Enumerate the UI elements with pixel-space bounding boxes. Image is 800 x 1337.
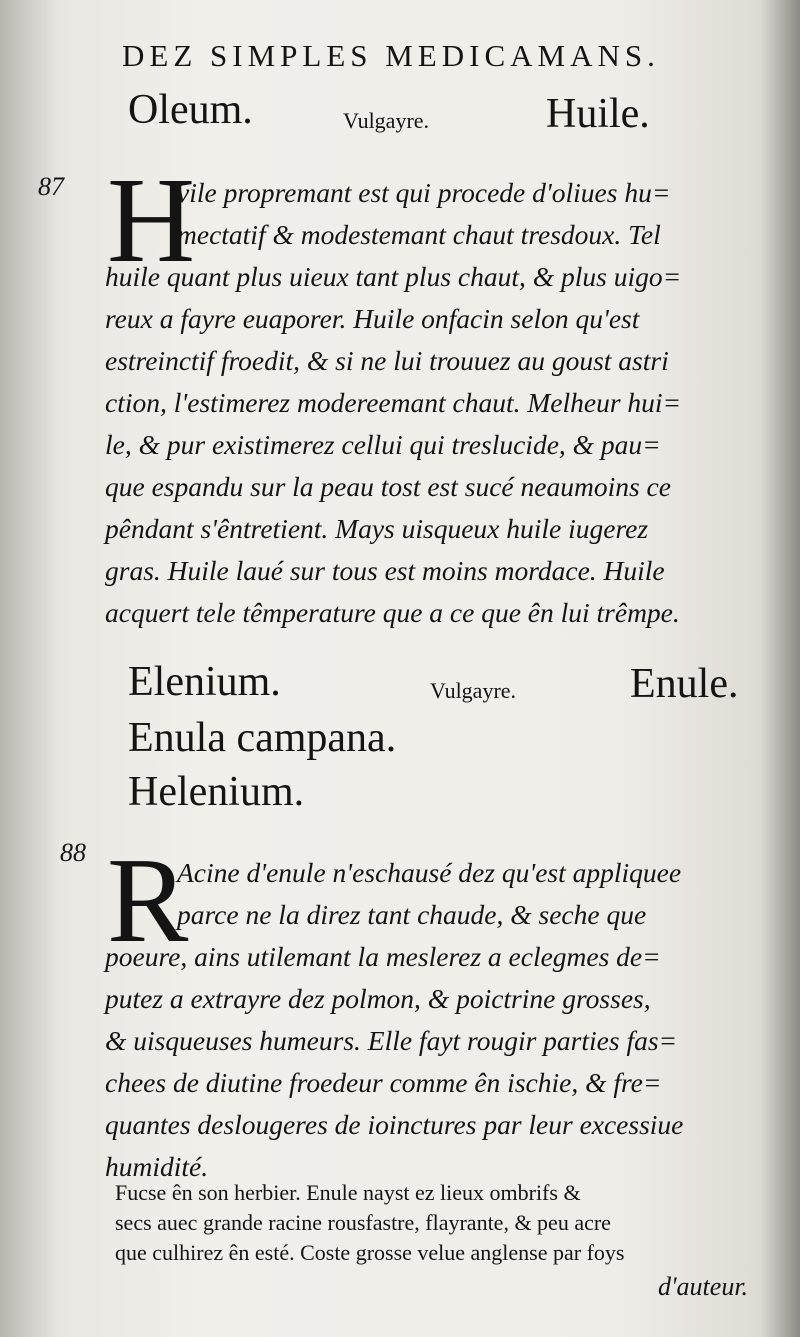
entry2-synonym: Enula campana. <box>128 715 397 761</box>
text-line: parce ne la direz tant chaude, & seche que <box>177 899 647 930</box>
entry1-latin-name: Oleum. <box>128 87 253 133</box>
entry2-number: 88 <box>60 838 86 867</box>
entry2-french-name: Enule. <box>630 661 739 707</box>
note-line: secs auec grande racine rousfastre, flayrante, & peu acre <box>115 1210 611 1235</box>
text-line: poeure, ains utilemant la meslerez a eclegmes de= <box>105 941 661 972</box>
text-line: mectatif & modestemant chaut tresdoux. Tel <box>177 219 661 250</box>
text-line: & uisqueuses humeurs. Elle fayt rougir parties fas= <box>105 1025 678 1056</box>
entry1-dropcap: H <box>107 153 196 288</box>
entry2-latin-name: Elenium. <box>128 659 281 705</box>
text-line: estreinctif froedit, & si ne lui trouuez au goust astri <box>105 345 669 376</box>
entry1-paragraph <box>105 172 681 634</box>
text-line: pêndant s'êntretient. Mays uisqueux huile iugerez <box>105 513 649 544</box>
entry2-paragraph <box>105 852 683 1188</box>
note-line: que culhirez ên esté. Coste grosse velue anglense par foys <box>115 1240 625 1265</box>
entry2-vulgar-label: Vulgayre. <box>430 678 517 703</box>
entry2-synonym: Helenium. <box>128 769 305 815</box>
catchword: d'auteur. <box>658 1272 749 1301</box>
running-head: DEZ SIMPLES MEDICAMANS. <box>122 38 660 73</box>
entry1-number: 87 <box>38 172 64 201</box>
text-line: ction, l'estimerez modereemant chaut. Melheur hui= <box>105 387 682 418</box>
entry1-french-name: Huile. <box>546 91 650 137</box>
text-line: putez a extrayre dez polmon, & poictrine grosses, <box>105 983 651 1014</box>
text-line: humidité. <box>105 1151 209 1182</box>
entry2-dropcap: R <box>107 833 189 968</box>
text-line: reux a fayre euaporer. Huile onfacin selon qu'est <box>105 303 640 334</box>
text-line: vile propremant est qui procede d'oliues hu= <box>177 177 671 208</box>
text-line: quantes deslougeres de ioinctures par leur excessiue <box>105 1109 684 1140</box>
text-line: Acine d'enule n'eschausé dez qu'est appliquee <box>177 857 682 888</box>
text-line: gras. Huile laué sur tous est moins mordace. Huile <box>105 555 665 586</box>
text-line: le, & pur existimerez cellui qui treslucide, & pau= <box>105 429 661 460</box>
entry1-vulgar-label: Vulgayre. <box>343 108 430 133</box>
text-line: acquert tele têmperature que a ce que ên lui trêmpe. <box>105 597 680 628</box>
text-line: huile quant plus uieux tant plus chaut, & plus uigo= <box>105 261 682 292</box>
entry2-note <box>115 1178 625 1268</box>
text-line: chees de diutine froedeur comme ên ischie, & fre= <box>105 1067 662 1098</box>
note-line: Fucse ên son herbier. Enule nayst ez lieux ombrifs & <box>115 1180 581 1205</box>
text-line: que espandu sur la peau tost est sucé neaumoins ce <box>105 471 671 502</box>
